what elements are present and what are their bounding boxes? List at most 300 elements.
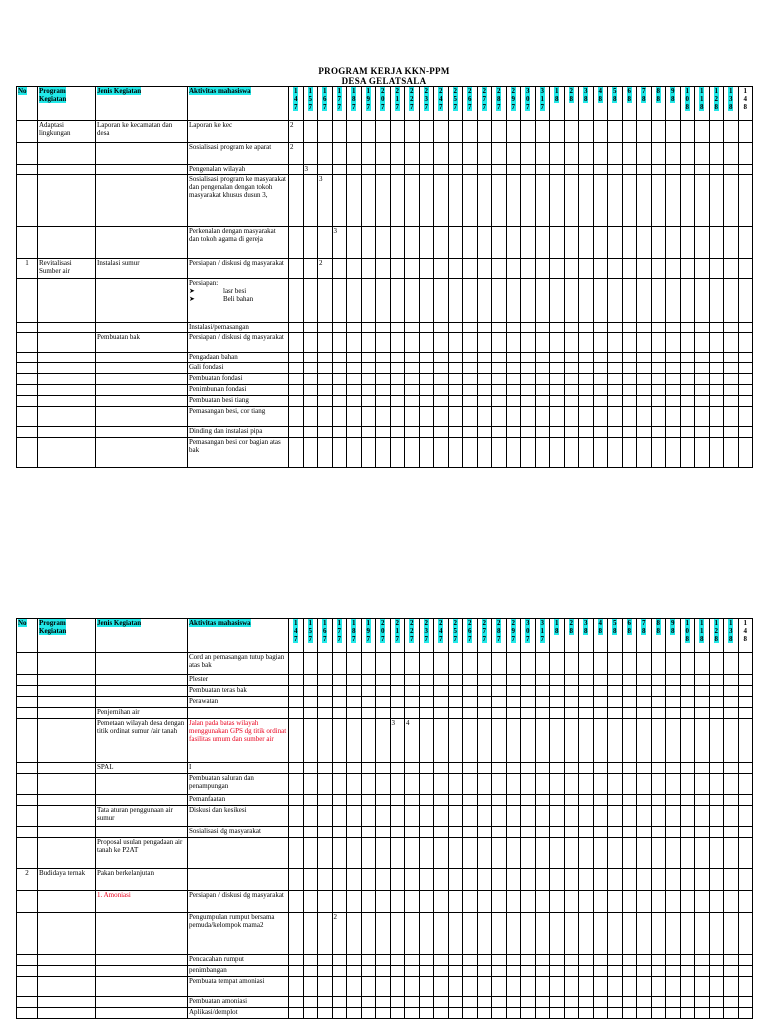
schedule-cell	[289, 333, 304, 353]
schedule-cell	[289, 686, 304, 697]
schedule-cell	[593, 353, 608, 363]
schedule-cell	[318, 697, 333, 708]
schedule-cell	[477, 913, 492, 955]
header-aktivitas-label: Aktivitas mahasiswa	[189, 619, 251, 627]
jenis-cell: Laporan ke kecamatan dan desa	[96, 121, 188, 143]
schedule-cell	[405, 869, 420, 891]
schedule-cell	[506, 806, 521, 827]
schedule-cell	[448, 869, 463, 891]
schedule-cell	[622, 763, 637, 774]
aktivitas-cell: Aplikasi/demplot	[188, 1008, 289, 1019]
schedule-cell	[419, 121, 434, 143]
schedule-cell	[390, 675, 405, 686]
schedule-cell	[289, 977, 304, 997]
schedule-cell	[332, 396, 347, 407]
schedule-cell	[289, 396, 304, 407]
schedule-cell	[506, 374, 521, 385]
schedule-cell	[434, 227, 449, 259]
schedule-cell	[448, 175, 463, 227]
schedule-cell	[419, 966, 434, 977]
schedule-cell	[347, 438, 362, 468]
schedule-cell	[289, 653, 304, 675]
schedule-cell	[434, 891, 449, 913]
schedule-cell	[390, 697, 405, 708]
schedule-cell	[318, 121, 333, 143]
date-column-header	[463, 619, 478, 653]
schedule-cell	[477, 653, 492, 675]
schedule-cell	[303, 143, 318, 165]
schedule-cell	[651, 175, 666, 227]
schedule-cell	[550, 165, 565, 175]
schedule-cell	[463, 838, 478, 869]
schedule-cell	[289, 407, 304, 427]
schedule-cell	[666, 827, 681, 838]
schedule-cell	[651, 323, 666, 333]
schedule-cell	[434, 913, 449, 955]
schedule-cell	[492, 697, 507, 708]
schedule-cell	[738, 121, 753, 143]
schedule-cell	[695, 407, 710, 427]
jenis-cell	[96, 955, 188, 966]
schedule-cell	[666, 353, 681, 363]
schedule-cell	[448, 165, 463, 175]
schedule-cell	[390, 653, 405, 675]
row-number	[17, 143, 38, 165]
schedule-cell	[724, 827, 739, 838]
schedule-cell	[463, 143, 478, 165]
schedule-cell	[709, 385, 724, 396]
schedule-cell	[724, 259, 739, 279]
row-number	[17, 175, 38, 227]
schedule-cell	[303, 438, 318, 468]
schedule-cell	[318, 966, 333, 977]
schedule-cell	[651, 966, 666, 977]
schedule-cell	[564, 977, 579, 997]
schedule-cell	[724, 396, 739, 407]
schedule-cell	[448, 121, 463, 143]
schedule-cell	[376, 869, 391, 891]
date-digit: 7	[308, 103, 312, 111]
schedule-cell	[608, 806, 623, 827]
schedule-cell	[419, 774, 434, 795]
schedule-cell	[434, 333, 449, 353]
date-column-header	[709, 619, 724, 653]
schedule-cell	[492, 279, 507, 323]
schedule-cell	[695, 427, 710, 438]
schedule-cell	[506, 427, 521, 438]
jenis-cell: 1. Amoniasi	[96, 891, 188, 913]
schedule-cell	[361, 279, 376, 323]
date-column-header	[695, 619, 710, 653]
date-digit: 7	[511, 635, 515, 643]
schedule-cell	[724, 653, 739, 675]
schedule-cell	[303, 396, 318, 407]
schedule-cell	[608, 427, 623, 438]
schedule-cell	[347, 1008, 362, 1019]
date-column-header	[579, 87, 594, 121]
schedule-cell	[376, 955, 391, 966]
schedule-cell	[289, 719, 304, 763]
schedule-cell	[303, 774, 318, 795]
schedule-cell	[303, 385, 318, 396]
schedule-cell	[448, 955, 463, 966]
schedule-cell	[434, 675, 449, 686]
schedule-cell	[521, 891, 536, 913]
schedule-cell	[550, 806, 565, 827]
schedule-cell	[419, 407, 434, 427]
schedule-cell	[738, 997, 753, 1008]
schedule-cell	[405, 675, 420, 686]
schedule-cell	[390, 259, 405, 279]
schedule-cell	[361, 323, 376, 333]
schedule-cell	[506, 997, 521, 1008]
schedule-cell	[738, 913, 753, 955]
schedule-cell	[637, 363, 652, 374]
header-program-label: Program Kegiatan	[39, 619, 67, 635]
schedule-cell	[550, 869, 565, 891]
schedule-cell	[477, 438, 492, 468]
schedule-cell	[622, 259, 637, 279]
date-digit: 0	[381, 627, 385, 635]
schedule-cell	[332, 438, 347, 468]
schedule-cell	[405, 827, 420, 838]
schedule-cell	[709, 913, 724, 955]
schedule-cell	[477, 121, 492, 143]
schedule-cell	[361, 675, 376, 686]
date-digit: 1	[294, 87, 298, 95]
schedule-cell	[332, 374, 347, 385]
table-row	[17, 827, 753, 838]
aktivitas-cell: Pembuatan teras bak	[188, 686, 289, 697]
date-digit: 5	[613, 87, 617, 95]
schedule-cell	[535, 838, 550, 869]
schedule-cell	[318, 323, 333, 333]
schedule-cell	[535, 806, 550, 827]
schedule-cell	[724, 1008, 739, 1019]
schedule-cell	[361, 363, 376, 374]
schedule-cell	[695, 827, 710, 838]
program-cell	[38, 806, 96, 827]
schedule-cell	[608, 143, 623, 165]
schedule-cell	[434, 353, 449, 363]
program-cell	[38, 675, 96, 686]
schedule-cell	[680, 407, 695, 427]
date-digit: 8	[642, 95, 646, 103]
schedule-cell	[738, 165, 753, 175]
schedule-mark: 3	[303, 165, 318, 175]
schedule-cell	[376, 686, 391, 697]
schedule-cell	[564, 333, 579, 353]
table-row	[17, 697, 753, 708]
schedule-cell	[405, 838, 420, 869]
schedule-cell	[390, 686, 405, 697]
schedule-cell	[419, 838, 434, 869]
schedule-cell	[564, 374, 579, 385]
schedule-cell	[579, 997, 594, 1008]
aktivitas-cell: Pemasangan besi cor bagian atas bak	[188, 438, 289, 468]
schedule-cell	[434, 686, 449, 697]
schedule-cell	[361, 913, 376, 955]
schedule-cell	[434, 697, 449, 708]
date-digit: 8	[555, 95, 559, 103]
schedule-cell	[709, 143, 724, 165]
schedule-cell	[550, 438, 565, 468]
schedule-cell	[405, 966, 420, 977]
schedule-cell	[622, 697, 637, 708]
schedule-cell	[521, 697, 536, 708]
schedule-cell	[390, 121, 405, 143]
date-digit: 9	[511, 95, 515, 103]
date-digit: 1	[540, 95, 544, 103]
schedule-cell	[477, 407, 492, 427]
schedule-cell	[463, 763, 478, 774]
schedule-cell	[666, 427, 681, 438]
schedule-cell	[666, 279, 681, 323]
date-digit: 1	[308, 87, 312, 95]
schedule-cell	[622, 385, 637, 396]
schedule-cell	[303, 374, 318, 385]
schedule-cell	[332, 165, 347, 175]
schedule-cell	[289, 279, 304, 323]
program-cell: Budidaya ternak	[38, 869, 96, 891]
schedule-cell	[419, 374, 434, 385]
schedule-cell	[521, 259, 536, 279]
schedule-cell	[680, 869, 695, 891]
schedule-cell	[376, 396, 391, 407]
schedule-cell	[492, 997, 507, 1008]
schedule-cell	[550, 143, 565, 165]
schedule-cell	[709, 774, 724, 795]
schedule-cell	[303, 827, 318, 838]
date-column-header	[390, 619, 405, 653]
schedule-cell	[637, 869, 652, 891]
aktivitas-cell	[188, 869, 289, 891]
schedule-cell	[709, 838, 724, 869]
date-digit: 8	[613, 627, 617, 635]
schedule-cell	[535, 438, 550, 468]
schedule-cell	[695, 385, 710, 396]
schedule-cell	[738, 891, 753, 913]
schedule-cell	[419, 827, 434, 838]
date-digit: 3	[584, 87, 588, 95]
date-digit: 8	[714, 635, 718, 643]
schedule-cell	[695, 806, 710, 827]
schedule-cell	[651, 675, 666, 686]
schedule-cell	[448, 774, 463, 795]
schedule-cell	[477, 396, 492, 407]
program-cell	[38, 719, 96, 763]
date-digit: 2	[410, 619, 414, 627]
schedule-cell	[419, 438, 434, 468]
schedule-cell	[434, 708, 449, 719]
date-digit: 8	[642, 627, 646, 635]
schedule-cell	[448, 363, 463, 374]
schedule-cell	[651, 1008, 666, 1019]
schedule-cell	[608, 675, 623, 686]
schedule-cell	[724, 279, 739, 323]
schedule-cell	[651, 795, 666, 806]
aktivitas-cell: Penimbunan fondasi	[188, 385, 289, 396]
schedule-cell	[564, 697, 579, 708]
date-digit: 7	[497, 103, 501, 111]
page-subtitle: DESA GELATSALA	[341, 76, 427, 86]
schedule-cell	[506, 227, 521, 259]
schedule-cell	[448, 675, 463, 686]
schedule-cell	[738, 333, 753, 353]
schedule-cell	[564, 363, 579, 374]
date-digit: 7	[352, 103, 356, 111]
schedule-cell	[303, 997, 318, 1008]
schedule-cell	[535, 143, 550, 165]
schedule-cell	[405, 279, 420, 323]
jenis-cell	[96, 795, 188, 806]
schedule-cell	[376, 323, 391, 333]
schedule-cell	[477, 891, 492, 913]
schedule-cell	[651, 763, 666, 774]
schedule-cell	[492, 795, 507, 806]
schedule-cell	[405, 363, 420, 374]
schedule-cell	[361, 438, 376, 468]
date-digit: 8	[700, 103, 704, 111]
schedule-cell	[347, 966, 362, 977]
schedule-cell	[709, 795, 724, 806]
date-digit: 4	[294, 95, 298, 103]
date-column-header	[680, 87, 695, 121]
schedule-cell	[492, 323, 507, 333]
schedule-cell	[318, 1008, 333, 1019]
date-digit: 8	[729, 103, 733, 111]
date-digit: 1	[323, 619, 327, 627]
aktivitas-cell: Instalasi/pemasangan	[188, 323, 289, 333]
schedule-cell	[405, 697, 420, 708]
schedule-cell	[361, 396, 376, 407]
schedule-cell	[666, 955, 681, 966]
schedule-cell	[608, 977, 623, 997]
schedule-cell	[637, 227, 652, 259]
date-column-header	[492, 87, 507, 121]
date-digit: 7	[308, 635, 312, 643]
date-column-header	[361, 619, 376, 653]
aktivitas-cell: Cord an pemasangan tutup bagian atas bak	[188, 653, 289, 675]
program-cell	[38, 774, 96, 795]
schedule-cell	[564, 323, 579, 333]
schedule-cell	[506, 795, 521, 806]
schedule-cell	[332, 653, 347, 675]
schedule-cell	[434, 795, 449, 806]
schedule-cell	[695, 438, 710, 468]
schedule-cell	[593, 143, 608, 165]
schedule-cell	[579, 653, 594, 675]
schedule-cell	[419, 653, 434, 675]
date-digit: 8	[598, 95, 602, 103]
schedule-cell	[637, 323, 652, 333]
program-cell	[38, 838, 96, 869]
schedule-cell	[419, 143, 434, 165]
schedule-cell	[347, 869, 362, 891]
page-title: PROGRAM KERJA KKN-PPM	[318, 66, 450, 76]
schedule-cell	[463, 438, 478, 468]
schedule-cell	[448, 227, 463, 259]
schedule-cell	[564, 121, 579, 143]
program-cell	[38, 323, 96, 333]
schedule-cell	[709, 121, 724, 143]
schedule-cell	[448, 966, 463, 977]
date-column-header	[680, 619, 695, 653]
schedule-cell	[477, 806, 492, 827]
schedule-cell	[521, 165, 536, 175]
schedule-cell	[593, 121, 608, 143]
program-cell	[38, 697, 96, 708]
schedule-cell	[289, 385, 304, 396]
date-digit: 4	[743, 95, 747, 103]
schedule-cell	[550, 774, 565, 795]
schedule-cell	[535, 1008, 550, 1019]
program-cell	[38, 891, 96, 913]
date-column-header	[332, 87, 347, 121]
schedule-cell	[637, 977, 652, 997]
schedule-cell	[419, 363, 434, 374]
schedule-cell	[564, 227, 579, 259]
schedule-cell	[651, 686, 666, 697]
schedule-cell	[361, 353, 376, 363]
schedule-cell	[666, 259, 681, 279]
schedule-cell	[709, 997, 724, 1008]
schedule-cell	[347, 385, 362, 396]
table-row	[17, 913, 753, 955]
schedule-cell	[608, 955, 623, 966]
schedule-cell	[448, 795, 463, 806]
schedule-cell	[637, 763, 652, 774]
schedule-cell	[579, 977, 594, 997]
date-digit: 7	[366, 103, 370, 111]
schedule-cell	[637, 653, 652, 675]
schedule-cell	[463, 363, 478, 374]
schedule-cell	[463, 806, 478, 827]
date-digit: 1	[700, 619, 704, 627]
schedule-cell	[521, 653, 536, 675]
schedule-cell	[303, 869, 318, 891]
table-row	[17, 653, 753, 675]
date-digit: 9	[366, 627, 370, 635]
schedule-cell	[448, 697, 463, 708]
schedule-cell	[651, 891, 666, 913]
schedule-cell	[651, 121, 666, 143]
schedule-cell	[680, 653, 695, 675]
schedule-cell	[695, 795, 710, 806]
jenis-cell	[96, 175, 188, 227]
schedule-cell	[608, 438, 623, 468]
schedule-cell	[738, 1008, 753, 1019]
schedule-cell	[724, 165, 739, 175]
schedule-cell	[347, 763, 362, 774]
row-number: 2	[17, 869, 38, 891]
schedule-cell	[550, 227, 565, 259]
schedule-cell	[637, 396, 652, 407]
schedule-cell	[506, 279, 521, 323]
schedule-cell	[303, 333, 318, 353]
schedule-cell	[666, 795, 681, 806]
schedule-cell	[622, 955, 637, 966]
schedule-cell	[463, 333, 478, 353]
schedule-cell	[318, 653, 333, 675]
persiapan-item: lasr besi	[223, 287, 247, 295]
schedule-cell	[289, 806, 304, 827]
schedule-cell	[521, 719, 536, 763]
schedule-cell	[521, 279, 536, 323]
table-row	[17, 675, 753, 686]
row-number	[17, 827, 38, 838]
schedule-cell	[666, 697, 681, 708]
